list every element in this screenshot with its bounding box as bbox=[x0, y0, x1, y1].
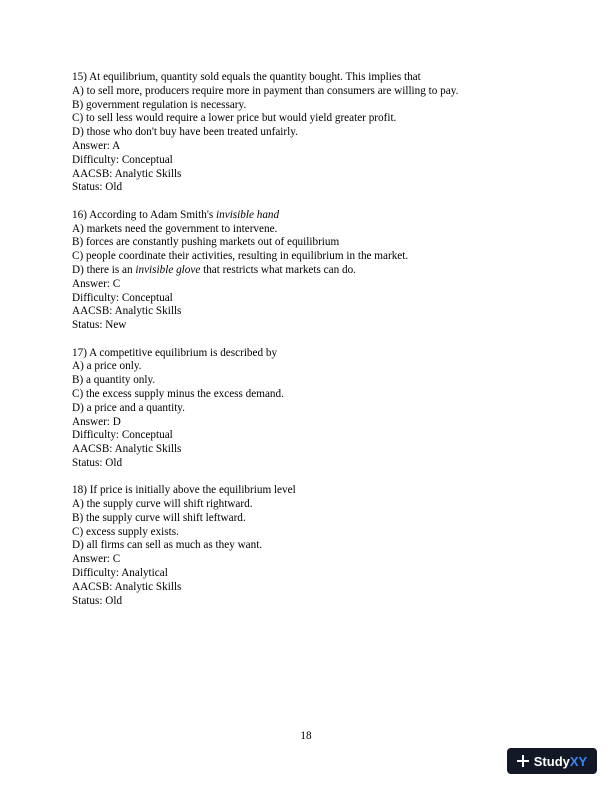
question-16 bbox=[72, 209, 542, 333]
question-18 bbox=[72, 484, 542, 608]
plus-icon bbox=[517, 755, 529, 767]
question-stem-text: 16) According to Adam Smith's bbox=[72, 208, 217, 221]
option-a: A) to sell more, producers require more in payment than consumers are willing to pay. bbox=[72, 84, 459, 97]
difficulty-line: Difficulty: Conceptual bbox=[72, 429, 173, 442]
option-d-italic: invisible glove bbox=[135, 263, 201, 276]
answer-line: Answer: A bbox=[72, 139, 121, 152]
badge-brand bbox=[534, 754, 587, 769]
option-d: D) all firms can sell as much as they want. bbox=[72, 539, 263, 552]
status-line: Status: Old bbox=[72, 456, 123, 469]
difficulty-line: Difficulty: Analytical bbox=[72, 567, 168, 580]
question-17 bbox=[72, 347, 542, 471]
aacsb-line: AACSB: Analytic Skills bbox=[72, 167, 182, 180]
option-b: B) the supply curve will shift leftward. bbox=[72, 511, 246, 524]
option-d-suffix: that restricts what markets can do. bbox=[200, 263, 356, 276]
badge-brand-main: Study bbox=[533, 753, 570, 769]
option-d: D) a price and a quantity. bbox=[72, 401, 185, 414]
option-d: D) those who don't buy have been treated unfairly. bbox=[72, 126, 298, 139]
difficulty-line: Difficulty: Conceptual bbox=[72, 291, 173, 304]
answer-line: Answer: C bbox=[72, 553, 121, 566]
document-body bbox=[72, 71, 542, 622]
page-number: 18 bbox=[300, 730, 312, 742]
option-a: A) the supply curve will shift rightward. bbox=[72, 498, 253, 511]
answer-line: Answer: C bbox=[72, 277, 121, 290]
studyxy-badge[interactable] bbox=[507, 748, 597, 774]
difficulty-line: Difficulty: Conceptual bbox=[72, 153, 173, 166]
aacsb-line: AACSB: Analytic Skills bbox=[72, 443, 182, 456]
option-c: C) people coordinate their activities, resulting in equilibrium in the market. bbox=[72, 250, 409, 263]
option-a: A) markets need the government to intervene. bbox=[72, 222, 278, 235]
badge-brand-accent: XY bbox=[569, 753, 588, 769]
option-b: B) government regulation is necessary. bbox=[72, 98, 247, 111]
option-c: C) the excess supply minus the excess demand. bbox=[72, 387, 284, 400]
question-stem-italic: invisible hand bbox=[216, 208, 280, 221]
option-d bbox=[72, 264, 542, 278]
aacsb-line: AACSB: Analytic Skills bbox=[72, 580, 182, 593]
question-15 bbox=[72, 71, 542, 195]
status-line: Status: Old bbox=[72, 594, 123, 607]
option-c: C) excess supply exists. bbox=[72, 525, 179, 538]
answer-line: Answer: D bbox=[72, 415, 121, 428]
aacsb-line: AACSB: Analytic Skills bbox=[72, 305, 182, 318]
question-stem: 17) A competitive equilibrium is described by bbox=[72, 346, 278, 359]
option-d-prefix: D) there is an bbox=[72, 263, 136, 276]
status-line: Status: New bbox=[72, 319, 127, 332]
option-c: C) to sell less would require a lower price but would yield greater profit. bbox=[72, 112, 397, 125]
status-line: Status: Old bbox=[72, 181, 123, 194]
option-b: B) forces are constantly pushing markets out of equilibrium bbox=[72, 236, 340, 249]
question-stem bbox=[72, 209, 542, 223]
question-stem: 15) At equilibrium, quantity sold equals the quantity bought. This implies that bbox=[72, 71, 421, 83]
question-stem: 18) If price is initially above the equilibrium level bbox=[72, 484, 296, 497]
option-a: A) a price only. bbox=[72, 360, 142, 373]
option-b: B) a quantity only. bbox=[72, 374, 156, 387]
